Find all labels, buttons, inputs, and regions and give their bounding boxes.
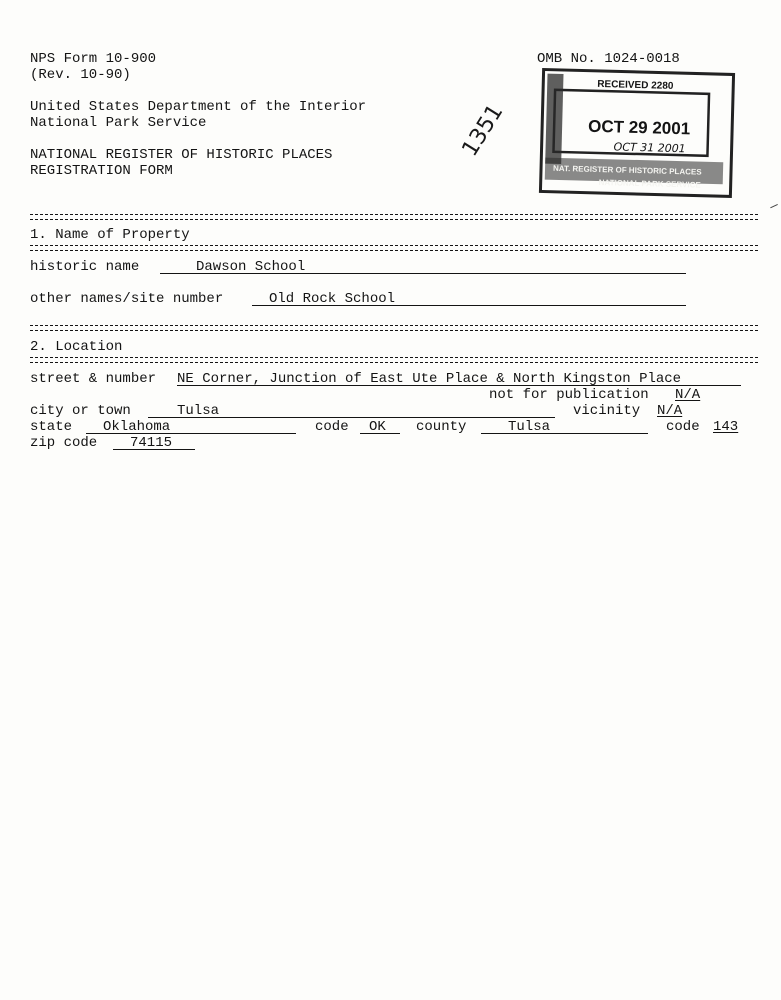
separator-line (30, 357, 758, 363)
department-name: United States Department of the Interior (30, 99, 367, 115)
form-number: NPS Form 10-900 (30, 51, 157, 67)
other-names-value: Old Rock School (269, 291, 396, 307)
separator-line (30, 325, 758, 331)
agency-name: National Park Service (30, 115, 207, 131)
city-label: city or town (30, 403, 131, 419)
state-code-label: code (315, 419, 349, 435)
vicinity-label: vicinity (573, 403, 641, 419)
city-value: Tulsa (177, 403, 220, 419)
county-code-label: code (666, 419, 700, 435)
not-for-publication-value: N/A (675, 387, 701, 403)
state-code-value: OK (369, 419, 386, 435)
zip-value: 74115 (130, 435, 173, 451)
zip-label: zip code (30, 435, 98, 451)
omb-number: OMB No. 1024-0018 (537, 51, 680, 67)
other-names-label: other names/site number (30, 291, 224, 307)
street-label: street & number (30, 371, 157, 387)
form-title-line2: REGISTRATION FORM (30, 163, 173, 179)
form-title-line1: NATIONAL REGISTER OF HISTORIC PLACES (30, 147, 333, 163)
separator-line (30, 245, 758, 251)
handwritten-note: 1351 (457, 100, 509, 161)
separator-line (30, 214, 758, 220)
county-code-value: 143 (713, 419, 739, 435)
county-value: Tulsa (508, 419, 551, 435)
section2-heading: 2. Location (30, 339, 123, 355)
received-stamp (538, 65, 737, 200)
stamp-handwritten-date: OCT 31 2001 (613, 140, 686, 156)
street-value: NE Corner, Junction of East Ute Place & North Kingston Place (177, 371, 682, 387)
state-value: Oklahoma (103, 419, 171, 435)
county-label: county (416, 419, 467, 435)
section1-heading: 1. Name of Property (30, 227, 190, 243)
vicinity-value: N/A (657, 403, 683, 419)
scan-edge-mark (770, 204, 781, 221)
form-revision: (Rev. 10-90) (30, 67, 131, 83)
historic-name-value: Dawson School (196, 259, 306, 275)
stamp-register-text: NAT. REGISTER OF HISTORIC PLACES (552, 163, 702, 177)
historic-name-label: historic name (30, 259, 140, 275)
stamp-service-text: NATIONAL PARK SERVICE (598, 177, 701, 190)
not-for-publication-label: not for publication (489, 387, 649, 403)
state-label: state (30, 419, 73, 435)
county-underline (481, 433, 648, 434)
stamp-received-text: RECEIVED 2280 (597, 78, 674, 92)
stamp-date: OCT 29 2001 (587, 116, 691, 139)
